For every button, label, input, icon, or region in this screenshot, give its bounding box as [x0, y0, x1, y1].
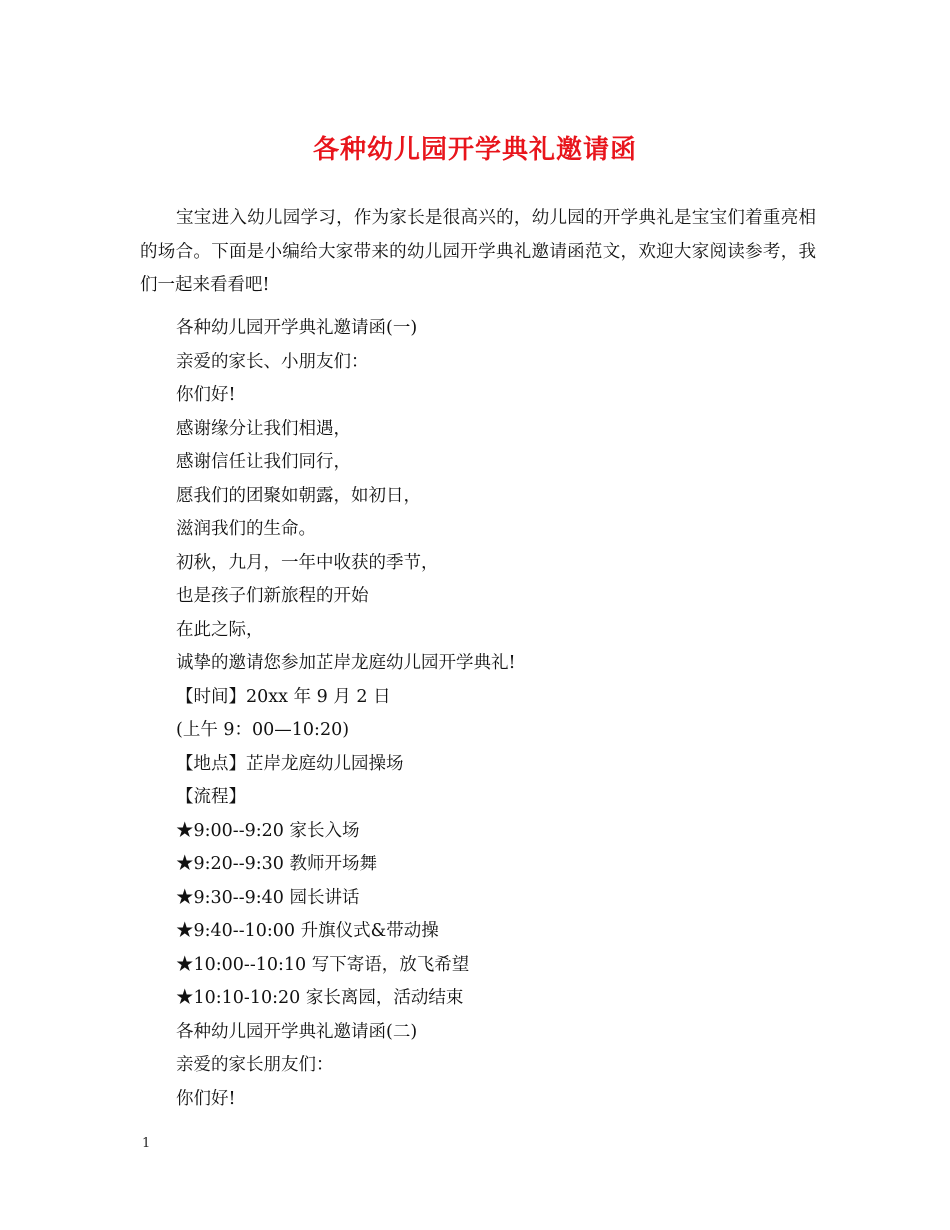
body-line: 你们好!: [176, 385, 236, 405]
body-line: ★10:10-10:20 家长离园，活动结束: [176, 988, 464, 1008]
body-line: 滋润我们的生命。: [176, 519, 316, 539]
body-line: (上午 9：00—10:20): [176, 720, 350, 740]
body-line: ★9:20--9:30 教师开场舞: [176, 854, 377, 874]
page-number: 1: [142, 1136, 151, 1151]
body-line: 亲爱的家长朋友们：: [176, 1055, 334, 1075]
body-line: 在此之际，: [176, 619, 264, 640]
body-line: 你们好!: [176, 1088, 236, 1109]
body-line: ★9:00--9:20 家长入场: [176, 820, 360, 841]
body-line: 愿我们的团聚如朝露，如初日，: [176, 485, 421, 506]
body-line: 感谢缘分让我们相遇，: [176, 418, 351, 439]
body-line: ★9:30--9:40 园长讲话: [176, 887, 360, 908]
document-title: 各种幼儿园开学典礼邀请函: [312, 135, 637, 165]
body-line: 【时间】20xx 年 9 月 2 日: [176, 686, 391, 707]
intro-paragraph: 宝宝进入幼儿园学习，作为家长是很高兴的，幼儿园的开学典礼是宝宝们着重亮相的场合。下面是小编给大家带来的幼儿园开学典礼邀请函范文，欢迎大家阅读参考，我们一起来看看吧!: [140, 208, 816, 295]
body-line: 亲爱的家长、小朋友们：: [176, 351, 369, 372]
body-line: 【地点】芷岸龙庭幼儿园操场: [176, 753, 404, 774]
body-line: 诚挚的邀请您参加芷岸龙庭幼儿园开学典礼!: [176, 653, 516, 673]
body-line: 各种幼儿园开学典礼邀请函(二): [176, 1021, 418, 1042]
body-lines: [176, 312, 816, 1116]
body-line: 感谢信任让我们同行，: [176, 452, 351, 472]
body-line: ★9:40--10:00 升旗仪式&带动操: [176, 921, 439, 941]
body-line: 各种幼儿园开学典礼邀请函(一): [176, 318, 418, 338]
body-line: 【流程】: [176, 787, 246, 807]
body-line: 初秋，九月，一年中收获的季节，: [176, 552, 439, 573]
body-line: ★10:00--10:10 写下寄语，放飞希望: [176, 954, 470, 975]
body-line: 也是孩子们新旅程的开始: [176, 586, 369, 606]
